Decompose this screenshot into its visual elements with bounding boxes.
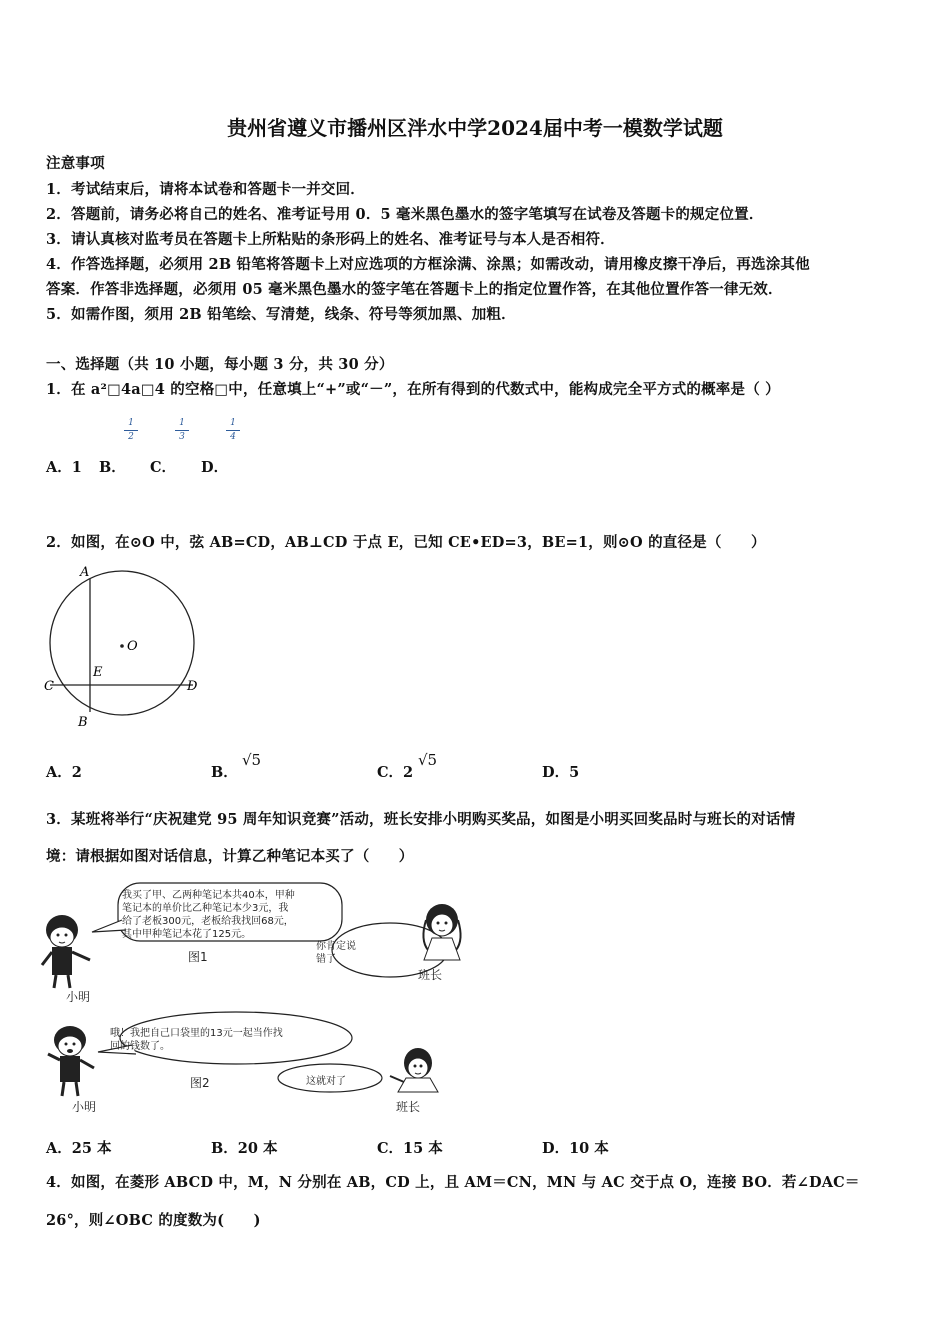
- fig1-bubble-line: 其中甲种笔记本花了125元。: [122, 929, 252, 940]
- q1-option-a: A．1: [46, 459, 82, 476]
- q4-stem-line2: 26°，则∠OBC 的度数为( ): [46, 1212, 261, 1229]
- q3-option-d: D．10 本: [542, 1140, 609, 1157]
- fig1-bubble-line: 我买了甲、乙两种笔记本共40本，甲种: [122, 890, 295, 901]
- notice-heading: 注意事项: [46, 155, 105, 172]
- q1-option-d: D．: [201, 459, 229, 476]
- q2-stem: 2．如图，在⊙O 中，弦 AB=CD，AB⊥CD 于点 E，已知 CE•ED=3，BE=1，则⊙O 的直径是（ ）: [46, 534, 766, 551]
- notice-item: 答案．作答非选择题，必须用 05 毫米黑色墨水的签字笔在答题卡上的指定位置作答，在其他位置作答一律无效．: [46, 281, 783, 298]
- q4-stem-line1: 4．如图，在菱形 ABCD 中，M，N 分别在 AB，CD 上，且 AM＝CN，MN 与 AC 交于点 O，连接 BO．若∠DAC＝: [46, 1174, 860, 1191]
- q3-option-a: A．25 本: [46, 1140, 112, 1157]
- fig2-banzhang-figure: [390, 1048, 438, 1092]
- q3-stem-line1: 3．某班将举行“庆祝建党 95 周年知识竞赛”活动，班长安排小明购买奖品，如图是小明买回奖品时与班长的对话情: [46, 811, 796, 828]
- fig1-reply-line: 你肯定说: [316, 941, 356, 952]
- q2-option-c: C．2: [377, 764, 414, 781]
- fig2-bubble-line: 回的钱数了。: [110, 1041, 170, 1052]
- fig2-bubble-line: 哦！我把自己口袋里的13元一起当作找: [110, 1028, 283, 1039]
- q2-option-b: B．: [211, 764, 238, 781]
- q1-fraction-b: 1 2: [124, 418, 138, 443]
- label-o: O: [127, 639, 138, 654]
- fig2-caption: 图2: [190, 1076, 210, 1090]
- q1-fraction-c: 1 3: [175, 418, 189, 443]
- fig1-bubble-tail: [92, 920, 126, 932]
- q3-stem-line2: 境：请根据如图对话信息，计算乙种笔记本买了（ ）: [46, 848, 414, 865]
- fig1-xiaoming-figure: [42, 915, 90, 988]
- label-b: B: [78, 715, 88, 730]
- fig2-person-banzhang: 班长: [396, 1100, 421, 1114]
- section-heading: 一、选择题（共 10 小题，每小题 3 分，共 30 分）: [46, 356, 394, 373]
- circle-diagram: [40, 560, 210, 732]
- fig1-reply-line: 错了: [316, 954, 336, 965]
- q1-option-c: C．: [150, 459, 177, 476]
- circle-o: [50, 571, 194, 715]
- fig1-bubble-line: 笔记本的单价比乙种笔记本少3元，我: [122, 903, 289, 914]
- notice-item: 4．作答选择题，必须用 2B 铅笔将答题卡上对应选项的方框涂满、涂黑；如需改动，请用橡皮擦干净后，再选涂其他: [46, 256, 810, 273]
- q1-option-b: B．: [99, 459, 126, 476]
- q2-option-b-value: √5: [242, 751, 262, 769]
- label-d: D: [187, 679, 198, 694]
- fig1-bubble-line: 给了老板300元，老板给我找回68元，: [122, 916, 294, 927]
- page-title: 贵州省遵义市播州区泮水中学2024届中考一模数学试题: [227, 116, 723, 140]
- q1-fraction-d: 1 4: [226, 418, 240, 443]
- fig2-xiaoming-figure: [48, 1026, 94, 1096]
- label-e: E: [93, 665, 103, 680]
- q2-option-c-value: √5: [418, 751, 438, 769]
- fig1-caption: 图1: [188, 950, 208, 964]
- notice-item: 5．如需作图，须用 2B 铅笔绘、写清楚，线条、符号等须加黑、加粗．: [46, 306, 516, 323]
- label-a: A: [80, 565, 90, 580]
- notice-item: 3．请认真核对监考员在答题卡上所粘贴的条形码上的姓名、准考证号与本人是否相符．: [46, 231, 615, 248]
- q3-option-c: C．15 本: [377, 1140, 443, 1157]
- fig1-person-xiaoming: 小明: [66, 990, 91, 1004]
- center-point: [120, 644, 124, 648]
- fig2-reply: 这就对了: [306, 1076, 346, 1087]
- q2-option-a: A．2: [46, 764, 82, 781]
- q2-option-d: D．5: [542, 764, 580, 781]
- fig2-person-xiaoming: 小明: [72, 1100, 97, 1114]
- q1-stem: 1．在 a²□4a□4 的空格□中，任意填上“+”或“－”，在所有得到的代数式中，能构成完全平方式的概率是（ ）: [46, 381, 780, 398]
- notice-item: 2．答题前，请务必将自己的姓名、准考证号用 0．5 毫米黑色墨水的签字笔填写在试卷及答题卡的规定位置．: [46, 206, 764, 223]
- q3-option-b: B．20 本: [211, 1140, 278, 1157]
- fig1-person-banzhang: 班长: [418, 968, 443, 982]
- label-c: C: [44, 679, 54, 694]
- notice-item: 1．考试结束后，请将本试卷和答题卡一并交回．: [46, 181, 365, 198]
